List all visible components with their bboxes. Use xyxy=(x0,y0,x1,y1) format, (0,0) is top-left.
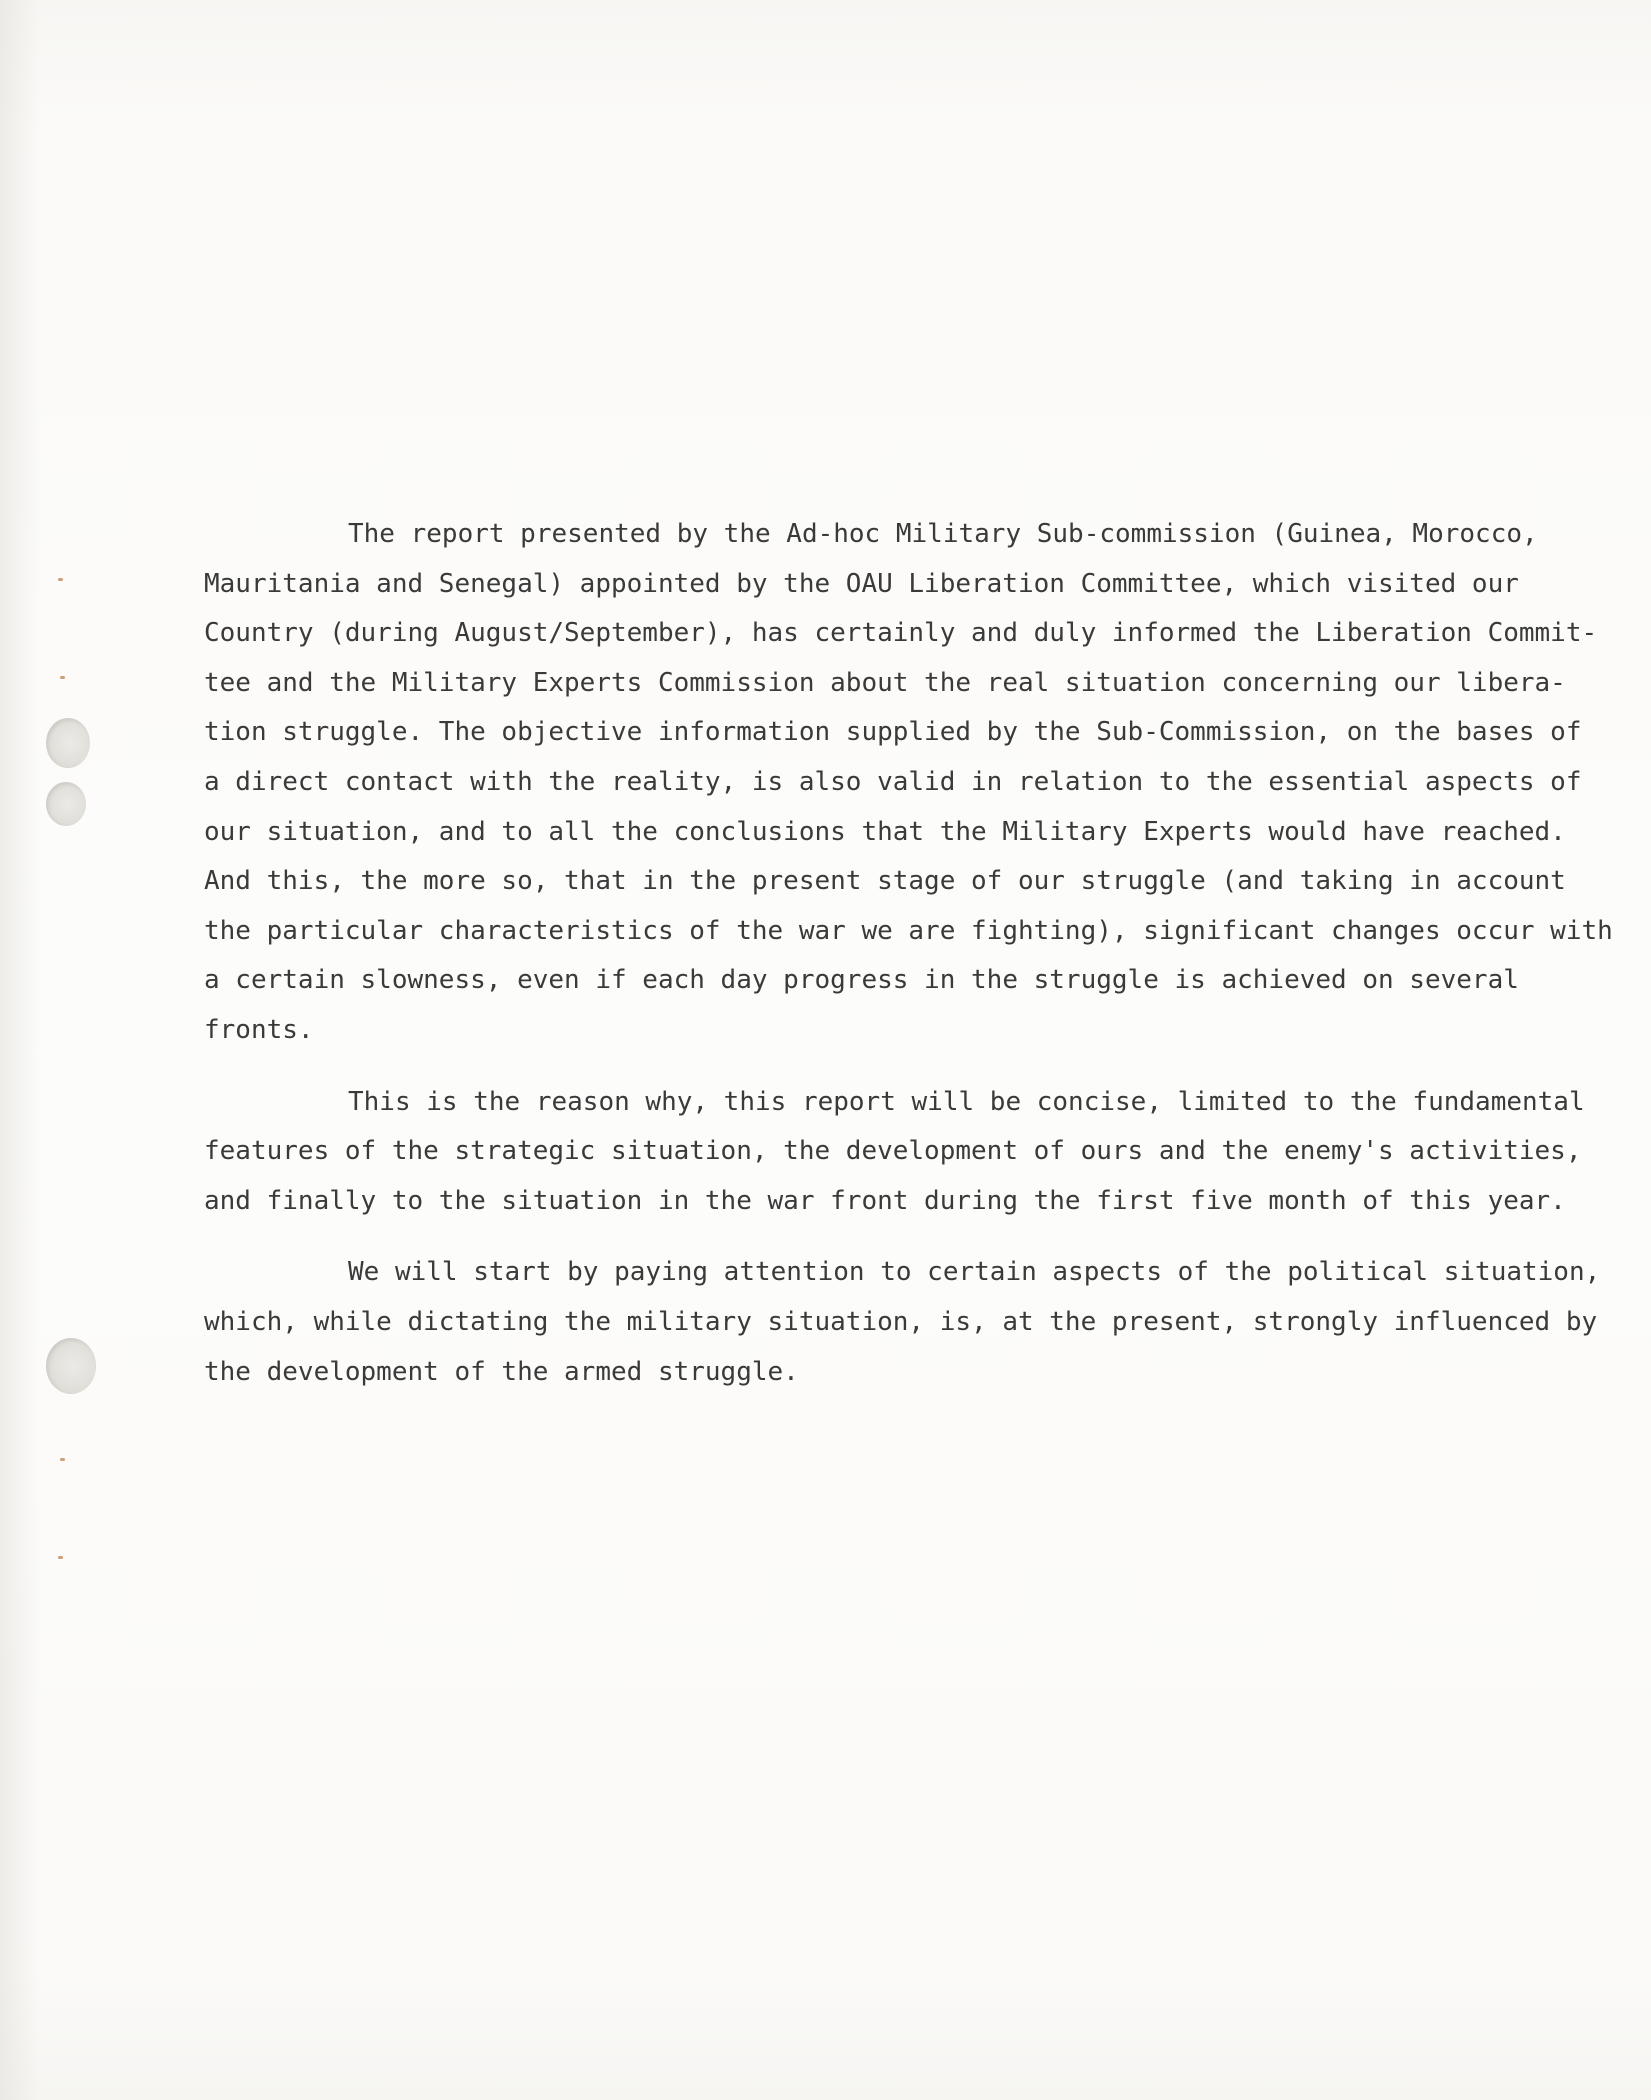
paragraph-1 xyxy=(204,510,1624,1056)
punch-hole-top xyxy=(46,718,90,768)
text-line: tee and the Military Experts Commission about the real situation concerning our libera- xyxy=(204,667,1566,698)
text-line: We will start by paying attention to certain aspects of the political situation, xyxy=(348,1257,1601,1288)
text-line: features of the strategic situation, the development of ours and the enemy's activities, xyxy=(204,1136,1582,1167)
document-body xyxy=(204,510,1624,1419)
margin-mark xyxy=(58,578,63,581)
text-line: the development of the armed struggle. xyxy=(204,1356,799,1387)
text-line: which, while dictating the military situation, is, at the present, strongly influenced by xyxy=(204,1306,1598,1337)
text-line: fronts. xyxy=(204,1014,314,1045)
text-line: a direct contact with the reality, is also valid in relation to the essential aspects of xyxy=(204,766,1582,797)
text-line: the particular characteristics of the war we are fighting), significant changes occur with xyxy=(204,915,1613,946)
margin-mark xyxy=(60,1458,65,1461)
text-line: a certain slowness, even if each day progress in the struggle is achieved on several xyxy=(204,965,1519,996)
text-line: and finally to the situation in the war front during the first five month of this year. xyxy=(204,1185,1566,1216)
text-line: Mauritania and Senegal) appointed by the OAU Liberation Committee, which visited our xyxy=(204,568,1519,599)
margin-mark xyxy=(60,676,65,679)
text-line: Country (during August/September), has certainly and duly informed the Liberation Commit- xyxy=(204,618,1598,649)
punch-hole-middle xyxy=(46,782,86,826)
punch-hole-bottom xyxy=(46,1338,96,1394)
text-line: our situation, and to all the conclusions that the Military Experts would have reached. xyxy=(204,816,1566,847)
paragraph-3 xyxy=(204,1248,1624,1397)
margin-mark xyxy=(58,1556,63,1559)
text-line: The report presented by the Ad-hoc Military Sub-commission (Guinea, Morocco, xyxy=(348,519,1538,549)
text-line: And this, the more so, that in the present stage of our struggle (and taking in account xyxy=(204,866,1566,897)
paragraph-2 xyxy=(204,1078,1624,1227)
text-line: tion struggle. The objective information supplied by the Sub-Commission, on the bases of xyxy=(204,717,1582,748)
text-line: This is the reason why, this report will be concise, limited to the fundamental xyxy=(348,1086,1585,1117)
